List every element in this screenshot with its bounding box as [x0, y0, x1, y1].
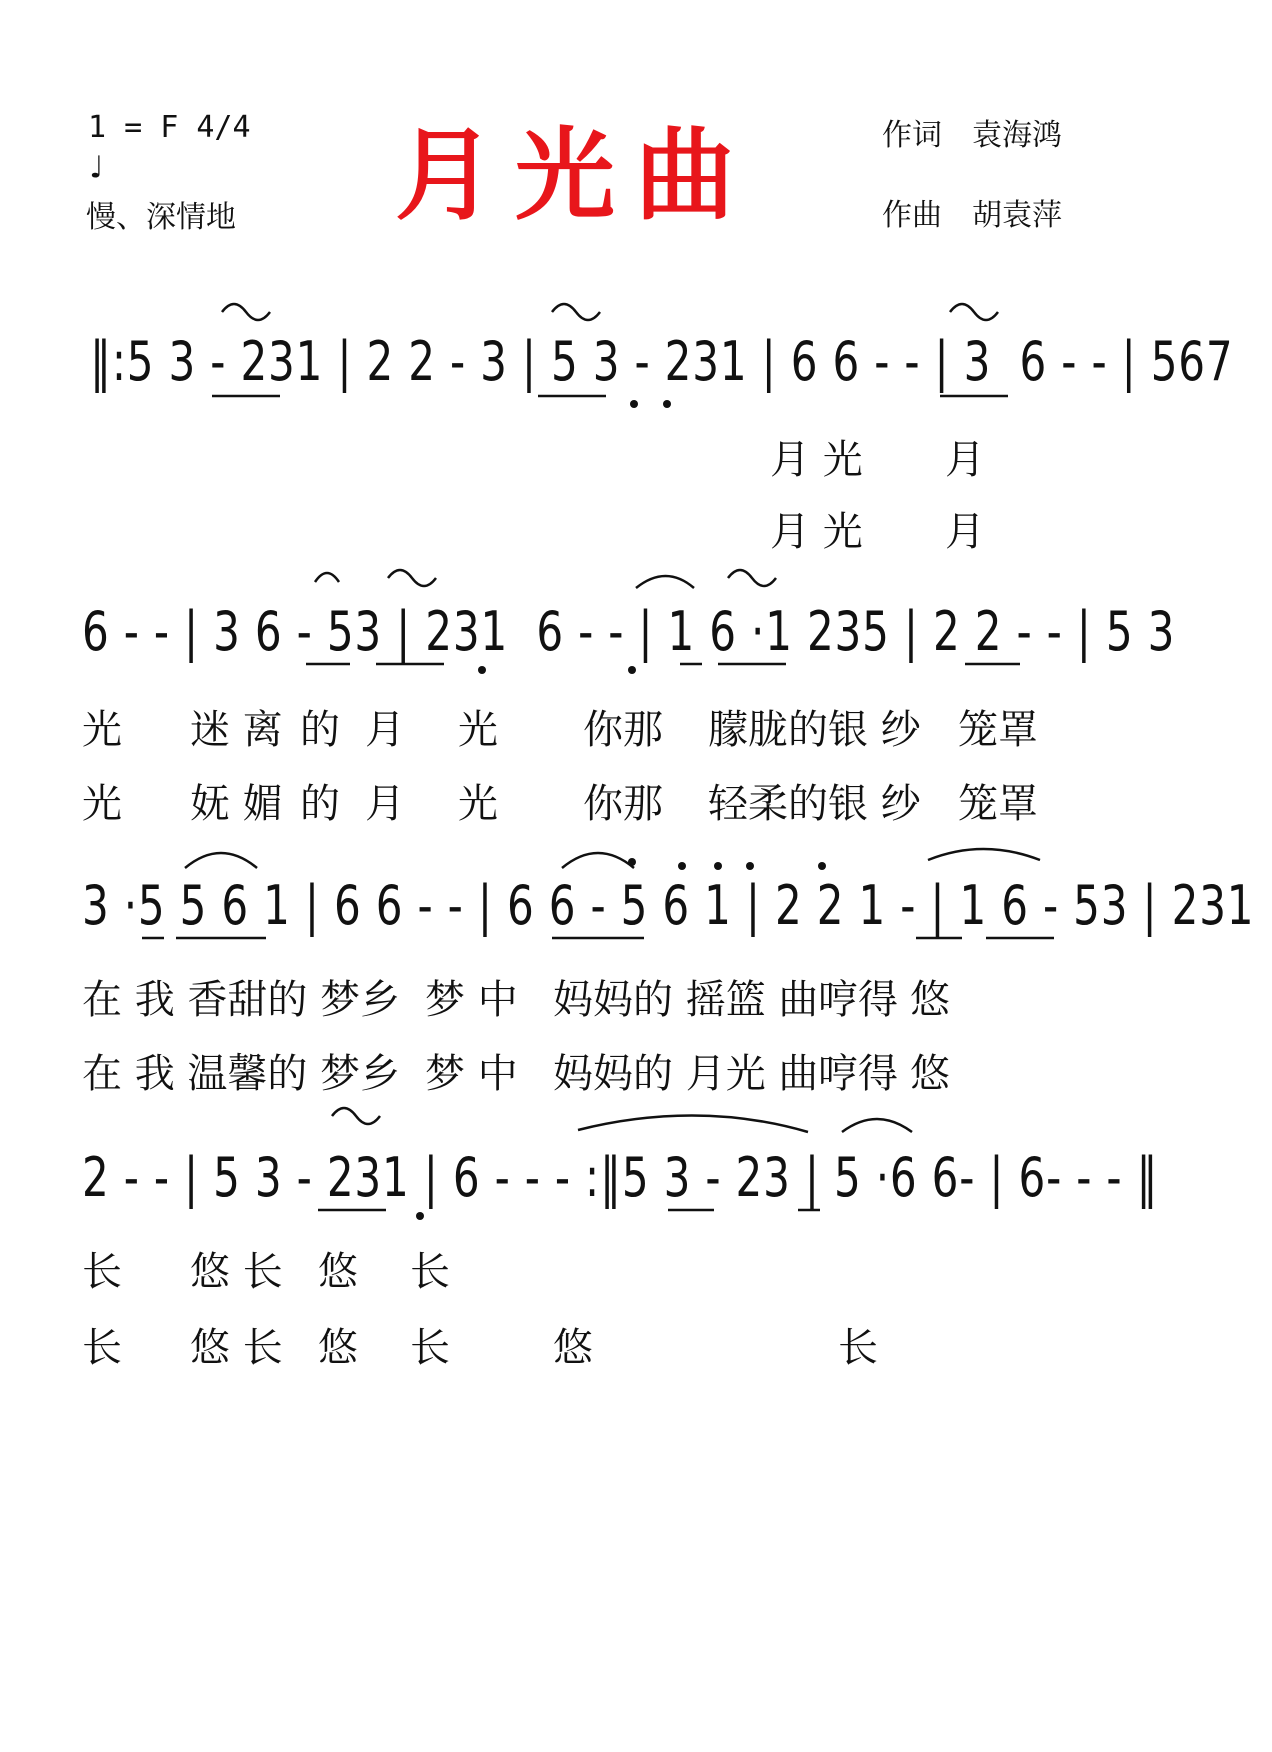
- slur-icon: [562, 853, 634, 868]
- lyricist-label: 作词: [882, 118, 942, 153]
- lyric-segment: 梦 中: [425, 977, 518, 1023]
- turn-ornament-icon: [332, 1108, 380, 1124]
- lyric-segment: 妈妈的 摇篮 曲: [553, 977, 819, 1023]
- lyric-segment: 悠: [910, 1051, 950, 1097]
- slur-icon: [928, 849, 1040, 860]
- octave-dot: [678, 862, 686, 870]
- lyric-segment: 的: [300, 707, 340, 753]
- lyric-segment: 悠: [553, 1325, 593, 1371]
- turn-ornament-icon: [728, 570, 776, 586]
- lyric-segment: 的: [300, 781, 340, 827]
- lyric-segment: 月: [365, 707, 405, 753]
- octave-dot: [663, 400, 671, 408]
- lyric-segment: 朦胧的银 纱: [708, 707, 921, 753]
- lyric-segment: 长: [838, 1325, 878, 1371]
- lyric-segment: 月: [945, 509, 985, 555]
- song-title: 月光曲: [395, 117, 755, 234]
- lyric-segment: 哼得: [818, 977, 898, 1023]
- lyricist-name: 袁海鸿: [972, 118, 1062, 153]
- slur-icon: [636, 576, 694, 588]
- lyric-segment: 轻柔的银 纱: [708, 781, 921, 827]
- lyric-segment: 悠: [318, 1249, 358, 1295]
- expression-marking: 慢、深情地: [86, 200, 236, 235]
- lyric-segment: 哼得: [818, 1051, 898, 1097]
- octave-dot: [628, 858, 636, 866]
- notation-line-1: ‖:5 3 - 231 | 2 2 - 3 | 5 3 - 231 | 6 6 - - | 3 6 - - | 567: [90, 330, 1234, 393]
- lyric-segment: 长: [410, 1325, 450, 1371]
- lyric-segment: 你那: [583, 707, 663, 753]
- lyric-segment: 光: [82, 781, 122, 827]
- lyric-segment: 梦 中: [425, 1051, 518, 1097]
- notation-line-4: 2 - - | 5 3 - 231 | 6 - - - :‖5 3 - 23 | 5 ·6 6- | 6- - - ‖: [82, 1146, 1159, 1209]
- lyric-segment: 光: [458, 707, 498, 753]
- lyric-segment: 迷 离: [190, 707, 283, 753]
- notation-line-2: 6 - - | 3 6 - 53 | 231 6 - - | 1 6 ·1 235 | 2 2 - - | 5 3: [82, 600, 1176, 663]
- octave-dot: [416, 1212, 424, 1220]
- lyric-segment: 长: [410, 1249, 450, 1295]
- octave-dot: [628, 666, 636, 674]
- lyric-segment: 月: [365, 781, 405, 827]
- composer-name: 胡袁萍: [972, 198, 1062, 233]
- lyric-segment: 长: [82, 1249, 122, 1295]
- lyric-segment: 光: [458, 781, 498, 827]
- lyric-segment: 笼罩: [958, 707, 1038, 753]
- lyric-segment: 在 我 温馨的 梦乡: [82, 1051, 401, 1097]
- fermata-icon: [315, 573, 339, 582]
- lyric-segment: 悠 长: [190, 1325, 283, 1371]
- lyric-segment: 悠 长: [190, 1249, 283, 1295]
- lyric-segment: 笼罩: [958, 781, 1038, 827]
- slur-icon: [578, 1115, 808, 1132]
- lyric-segment: 光: [82, 707, 122, 753]
- lyric-segment: 在 我 香甜的 梦乡: [82, 977, 401, 1023]
- key-signature: 1 = F 4/4: [88, 110, 251, 145]
- notation-line-3: 3 ·5 5 6 1 | 6 6 - - | 6 6 - 5 6 1 | 2 2 1 - | 1 6 - 53 | 231: [82, 874, 1255, 937]
- lyric-segment: 妈妈的 月光 曲: [553, 1051, 819, 1097]
- octave-dot: [714, 862, 722, 870]
- lyric-segment: 妩 媚: [190, 781, 283, 827]
- lyric-segment: 长: [82, 1325, 122, 1371]
- lyric-segment: 月: [945, 437, 985, 483]
- octave-dot: [478, 666, 486, 674]
- lyric-segment: 悠: [910, 977, 950, 1023]
- slur-icon: [842, 1119, 912, 1132]
- lyric-segment: 悠: [318, 1325, 358, 1371]
- lyric-segment: 月 光: [770, 509, 863, 555]
- octave-dot: [818, 862, 826, 870]
- turn-ornament-icon: [388, 570, 436, 586]
- lyric-segment: 月 光: [770, 437, 863, 483]
- composer-label: 作曲: [882, 198, 942, 233]
- slur-icon: [185, 853, 257, 868]
- turn-ornament-icon: [222, 304, 270, 320]
- turn-ornament-icon: [950, 304, 998, 320]
- octave-dot: [746, 862, 754, 870]
- tempo-note-icon: ♩: [86, 148, 106, 186]
- octave-dot: [630, 400, 638, 408]
- lyric-segment: 你那: [583, 781, 663, 827]
- turn-ornament-icon: [552, 304, 600, 320]
